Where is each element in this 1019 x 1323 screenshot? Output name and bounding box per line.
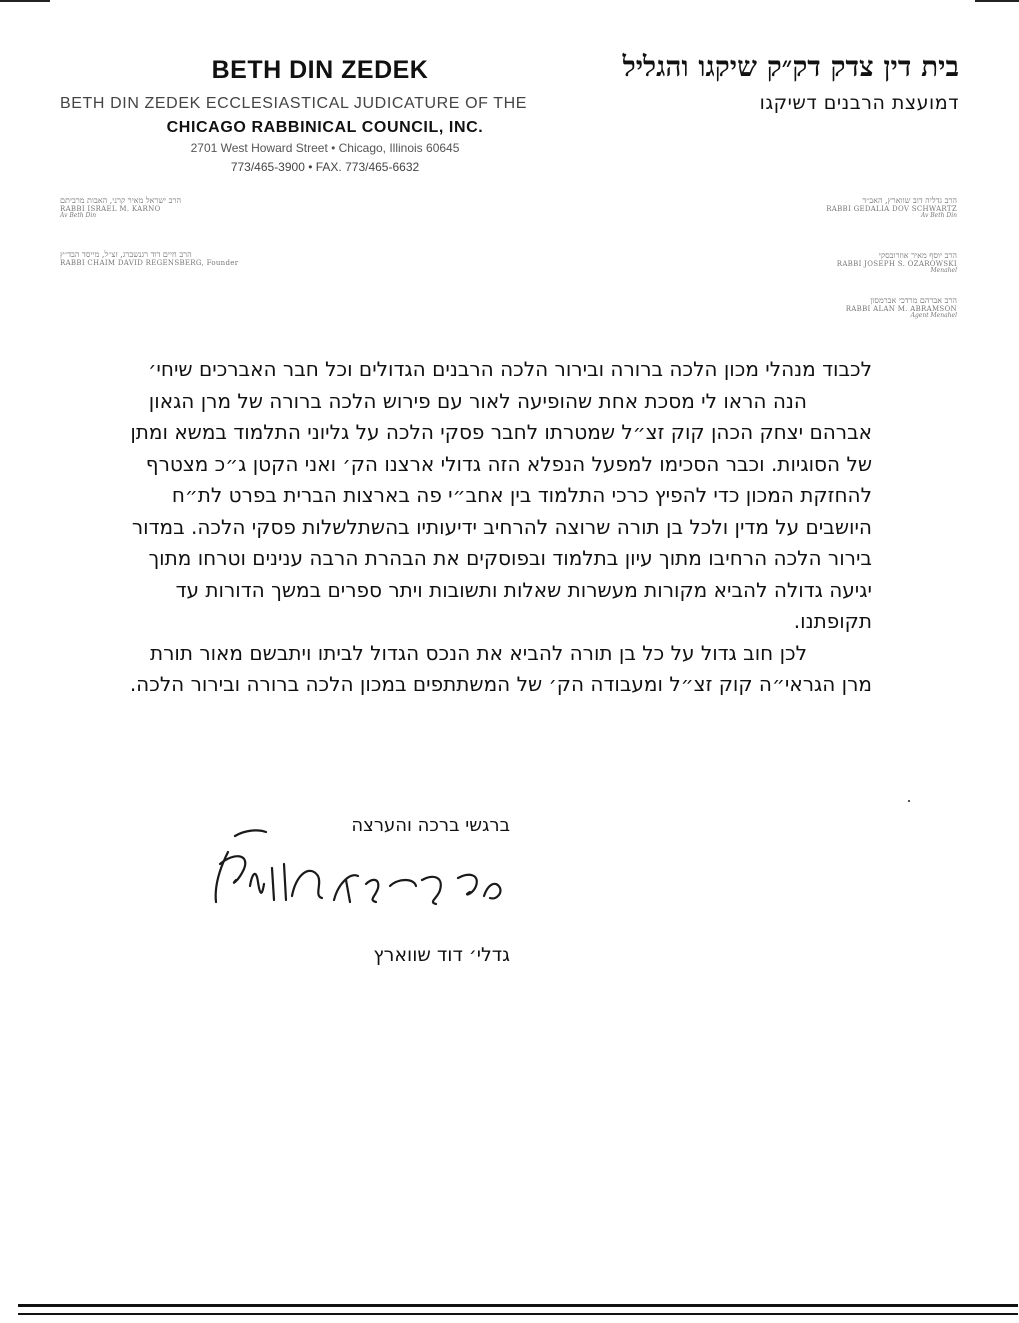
rabbi-english-name: RABBI JOSEPH S. OZAROWSKI: [836, 260, 957, 269]
english-phone: 773/465-3900 • FAX. 773/465-6632: [230, 160, 420, 174]
rabbi-right-2: [837, 251, 957, 275]
rabbi-left-1: [60, 196, 181, 220]
top-rule-left: [0, 0, 50, 2]
rabbi-hebrew-name: הרב ישראל מאיר קרני, האבות מרביתם: [60, 196, 182, 205]
rabbi-hebrew-name: הרב גדליה דוב שווארץ, האב״ד: [862, 196, 957, 205]
hebrew-title: בית דין צדק דק״ק שיקגו והגליל: [622, 50, 959, 83]
salutation: לכבוד מנהלי מכון הלכה ברורה ובירור הלכה הרבנים הגדולים וכל חבר האברכים שיחי׳: [148, 357, 872, 381]
signatory-name: גדלי׳ דוד שווארץ: [373, 944, 510, 966]
closing-phrase: ברגשי ברכה והערצה: [351, 815, 510, 836]
signature-drawing: [200, 824, 520, 924]
english-org-name: CHICAGO RABBINICAL COUNCIL, INC.: [166, 119, 484, 136]
rabbi-role: Av Beth Din: [920, 212, 957, 220]
rabbi-hebrew-name: הרב חיים דוד רגנשברג, זצ״ל, מייסד הבד״ץ: [60, 250, 192, 259]
english-address: 2701 West Howard Street • Chicago, Illinois 60645: [190, 141, 460, 155]
english-subtitle: BETH DIN ZEDEK ECCLESIASTICAL JUDICATURE OF THE: [60, 95, 528, 112]
rabbi-role: Menahel: [930, 267, 957, 275]
handwritten-signature: [200, 824, 520, 924]
rabbi-role: Av Beth Din: [60, 212, 97, 220]
rabbi-english-name: RABBI CHAIM DAVID REGENSBERG, Founder: [60, 259, 239, 268]
english-title: BETH DIN ZEDEK: [211, 56, 429, 84]
stray-mark: [908, 800, 910, 802]
rabbi-right-1: [826, 196, 957, 220]
bottom-rule-thin: [18, 1313, 1018, 1315]
paragraph-2: לכן חוב גדול על כל בן תורה להביא את הנכס הגדול לביתו ויתבשם מאור תורת מרן הגראי״ה קוק זצ״ל ומעבודה הק׳ של המשתתפים במכון הלכה ברורה ובירור הלכה.: [129, 640, 872, 696]
rabbi-role: Agent Menahel: [910, 312, 957, 320]
rabbi-english-name: RABBI ISRAEL M. KARNO: [60, 205, 161, 214]
top-rule-right: [975, 0, 1019, 2]
paragraph-1: הנה הראו לי מסכת אחת שהופיעה לאור עם פירוש הלכה ברורה של מרן הגאון אברהם יצחק הכהן קוק זצ״ל שמטרתו לחבר פסקי הלכה על גליוני התלמוד במשא ומתן של הסוגיות. וכבר הסכימו למפעל הנפלא הזה גדולי ארצנו הק׳ ואני הקטן ג״כ מצטרף להחזקת המכון כדי להפיץ כרכי התלמוד בין אחב״י פה בארצות הברית בפרט לת״ח היושבים על מדין ולכל בן תורה שרוצה להרחיב ידיעותיו בהשתלשלות פסקי הלכה. במדור בירור הלכה הרחיבו מתוך עיון בתלמוד ובפוסקים את הבהרת הרבה ענינים וטרחו מתוך יגיעה גדולה להביא מקורות מעשרות שאלות ותשובות ויתר ספרים במשך הדורות עד תקופתנו.: [130, 388, 872, 633]
rabbi-right-3: [846, 296, 957, 320]
rabbi-english-name: RABBI ALAN M. ABRAMSON: [845, 305, 957, 314]
letter-body: [120, 354, 872, 701]
rabbi-hebrew-name: הרב אברהם מרדכי אברמסון: [870, 296, 957, 305]
hebrew-subtitle: דמועצת הרבנים דשיקגו: [759, 92, 959, 114]
rabbi-hebrew-name: הרב יוסף מאיר אוזרובסקי: [878, 251, 957, 260]
rabbi-left-2: [60, 250, 238, 267]
rabbi-english-name: RABBI GEDALIA DOV SCHWARTZ: [826, 205, 957, 214]
bottom-rule-thick: [18, 1304, 1018, 1307]
